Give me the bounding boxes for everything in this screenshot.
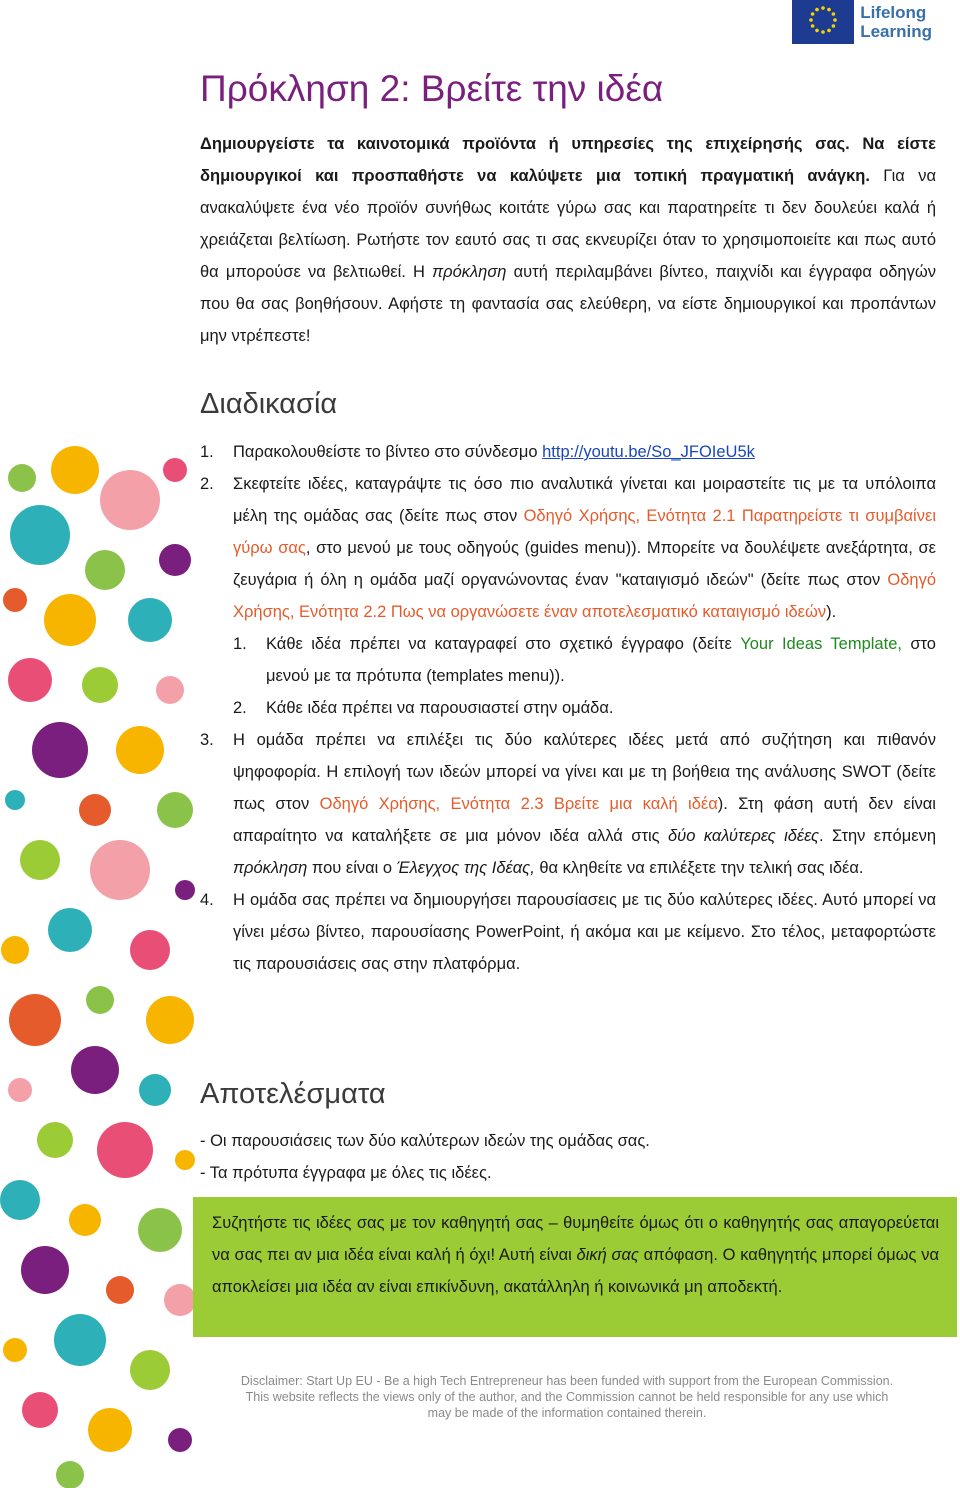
- intro-text-end: αυτή περιλαμβάνει βίντεο, παιχνίδι και έγγραφα οδηγών που θα σας βοηθήσουν. Αφήστε τη φαντασία σας ελεύθερη, να είστε δημιουργικοί και προπάντων μην ντρέπεστε!: [200, 263, 936, 345]
- intro-paragraph: [200, 128, 936, 352]
- results-list: [200, 1125, 936, 1189]
- step-text: θα κληθείτε να επιλέξετε την τελική σας ιδέα.: [534, 859, 864, 877]
- intro-bold: Δημιουργείστε τα καινοτομικά προϊόντα ή υπηρεσίες της επιχείρησής σας. Να είστε δημιουργικοί και προσπαθήστε να καλύψετε μια τοπική πραγματική ανάγκη.: [200, 135, 936, 185]
- list-item: [200, 468, 936, 628]
- step-text: Κάθε ιδέα πρέπει να παρουσιαστεί στην ομάδα.: [266, 699, 614, 717]
- result-item: - Οι παρουσιάσεις των δύο καλύτερων ιδεών της ομάδας σας.: [200, 1132, 650, 1150]
- step-text: Σκεφτείτε ιδέες, καταγράψτε τις όσο πιο αναλυτικά γίνεται και μοιραστείτε τις με τα υπόλοιπα μέλη της ομάδας σας (δείτε πως στον: [233, 475, 936, 525]
- guide-reference[interactable]: Οδηγό Χρήσης, Ενότητα 2.3 Βρείτε μια καλή ιδέα: [319, 795, 718, 813]
- disclaimer: [190, 1373, 944, 1421]
- note-emphasis: δική σας: [576, 1246, 639, 1264]
- step-number: 2.: [233, 699, 247, 717]
- step-number: 1.: [233, 635, 247, 653]
- intro-text: Για να ανακαλύψετε ένα νέο προϊόν συνήθως κοιτάτε γύρω σας και παρατηρείτε τι δεν δουλεύει καλά ή χρειάζεται βελτίωση. Ρωτήστε τον εαυτό σας τι σας εκνευρίζει όταν το χρησιμοποιείτε και πως αυτό θα μπορούσε να βελτιωθεί. Η: [200, 167, 936, 281]
- step-text: ).: [826, 603, 837, 621]
- step-text: ). Στη φάση αυτή δεν είναι απαραίτητο να καταλήξετε σε μια μόνον ιδέα αλλά στις: [233, 795, 936, 845]
- step-text: που είναι ο: [307, 859, 397, 877]
- logo-line-1: Lifelong: [860, 3, 927, 22]
- lifelong-learning-logo: [792, 0, 932, 44]
- intro-emphasis: πρόκληση: [432, 263, 507, 281]
- note-text: Συζητήστε τις ιδέες σας με τον καθηγητή σας – θυμηθείτε όμως ότι ο καθηγητής σας απαγορεύεται να σας πει αν μια ιδέα είναι καλή ή όχι! Αυτή είναι: [212, 1214, 939, 1264]
- result-item: - Τα πρότυπα έγγραφα με όλες τις ιδέες.: [200, 1164, 492, 1182]
- decorative-dots: [0, 440, 200, 1488]
- step-text: στο μενού με τα πρότυπα (templates menu)).: [266, 635, 936, 685]
- disclaimer-line: may be made of the information contained therein.: [427, 1406, 707, 1420]
- step-text: Η ομάδα πρέπει να επιλέξει τις δύο καλύτερες ιδέες μετά από συζήτηση και πιθανόν ψηφοφορία. Η επιλογή των ιδεών μπορεί να γίνει και με τη βοήθεια της ανάλυσης SWOT (δείτε πως στον: [233, 731, 936, 813]
- emphasis: Έλεγχος της Ιδέας,: [396, 859, 535, 877]
- procedure-heading: Διαδικασία: [200, 388, 338, 420]
- step-text: Κάθε ιδέα πρέπει να καταγραφεί στο σχετικό έγγραφο (δείτε: [266, 635, 741, 653]
- step-number: 1.: [200, 443, 214, 461]
- note-text-end: απόφαση. Ο καθηγητής μπορεί όμως να αποκλείσει μια ιδέα αν είναι επικίνδυνη, ακατάλληλη ή κοινωνικά μη αποδεκτή.: [212, 1246, 940, 1296]
- step-text: Η ομάδα σας πρέπει να δημιουργήσει παρουσίασεις με τις δύο καλύτερες ιδέες. Αυτό μπορεί να γίνει μέσω βίντεο, παρουσίασης PowerPoint, ή ακόμα και με κείμενο. Στο τέλος, μεταφορτώστε τις παρουσιάσεις σας στην πλατφόρμα.: [233, 891, 936, 973]
- template-reference[interactable]: Your Ideas Template,: [740, 635, 902, 653]
- guide-reference[interactable]: Οδηγό Χρήσης, Ενότητα 2.2 Πως να οργανώσετε έναν αποτελεσματικό καταιγισμό ιδεών: [233, 571, 936, 621]
- procedure-list: [200, 436, 936, 980]
- results-heading: Αποτελέσματα: [200, 1078, 386, 1110]
- step-number: 2.: [200, 475, 214, 493]
- list-item: [233, 692, 936, 724]
- step-text: , στο μενού με τους οδηγούς (guides menu)). Μπορείτε να δουλέψετε ανεξάρτητα, σε ζευγάρια ή όλη η ομάδα μαζί οργανώνοντας έναν "καταιγισμό ιδεών" (δείτε πως στον: [233, 539, 936, 589]
- list-item: [200, 436, 936, 468]
- step-number: 4.: [200, 891, 214, 909]
- list-item: [233, 628, 936, 692]
- list-item: [200, 724, 936, 884]
- step-text: . Στην επόμενη: [819, 827, 937, 845]
- page-title: Πρόκληση 2: Βρείτε την ιδέα: [200, 68, 664, 109]
- emphasis: δύο καλύτερες ιδέες: [668, 827, 820, 845]
- eu-flag-icon: [792, 0, 854, 44]
- disclaimer-line: This website reflects the views only of the author, and the Commission cannot be held responsible for any use which: [245, 1390, 889, 1404]
- video-link[interactable]: http://youtu.be/So_JFOIeU5k: [542, 443, 755, 461]
- logo-line-2: Learning: [860, 22, 932, 41]
- emphasis: πρόκληση: [233, 859, 308, 877]
- list-item: [200, 884, 936, 980]
- step-number: 3.: [200, 731, 214, 749]
- guide-reference[interactable]: Οδηγό Χρήσης, Ενότητα 2.1 Παρατηρείστε τι συμβαίνει γύρω σας: [233, 507, 936, 557]
- teacher-note-box: [193, 1197, 957, 1337]
- disclaimer-line: Disclaimer: Start Up EU - Be a high Tech Entrepreneur has been funded with support from the European Commission.: [240, 1374, 894, 1388]
- step-text: Παρακολουθείστε το βίντεο στο σύνδεσμο: [233, 443, 543, 461]
